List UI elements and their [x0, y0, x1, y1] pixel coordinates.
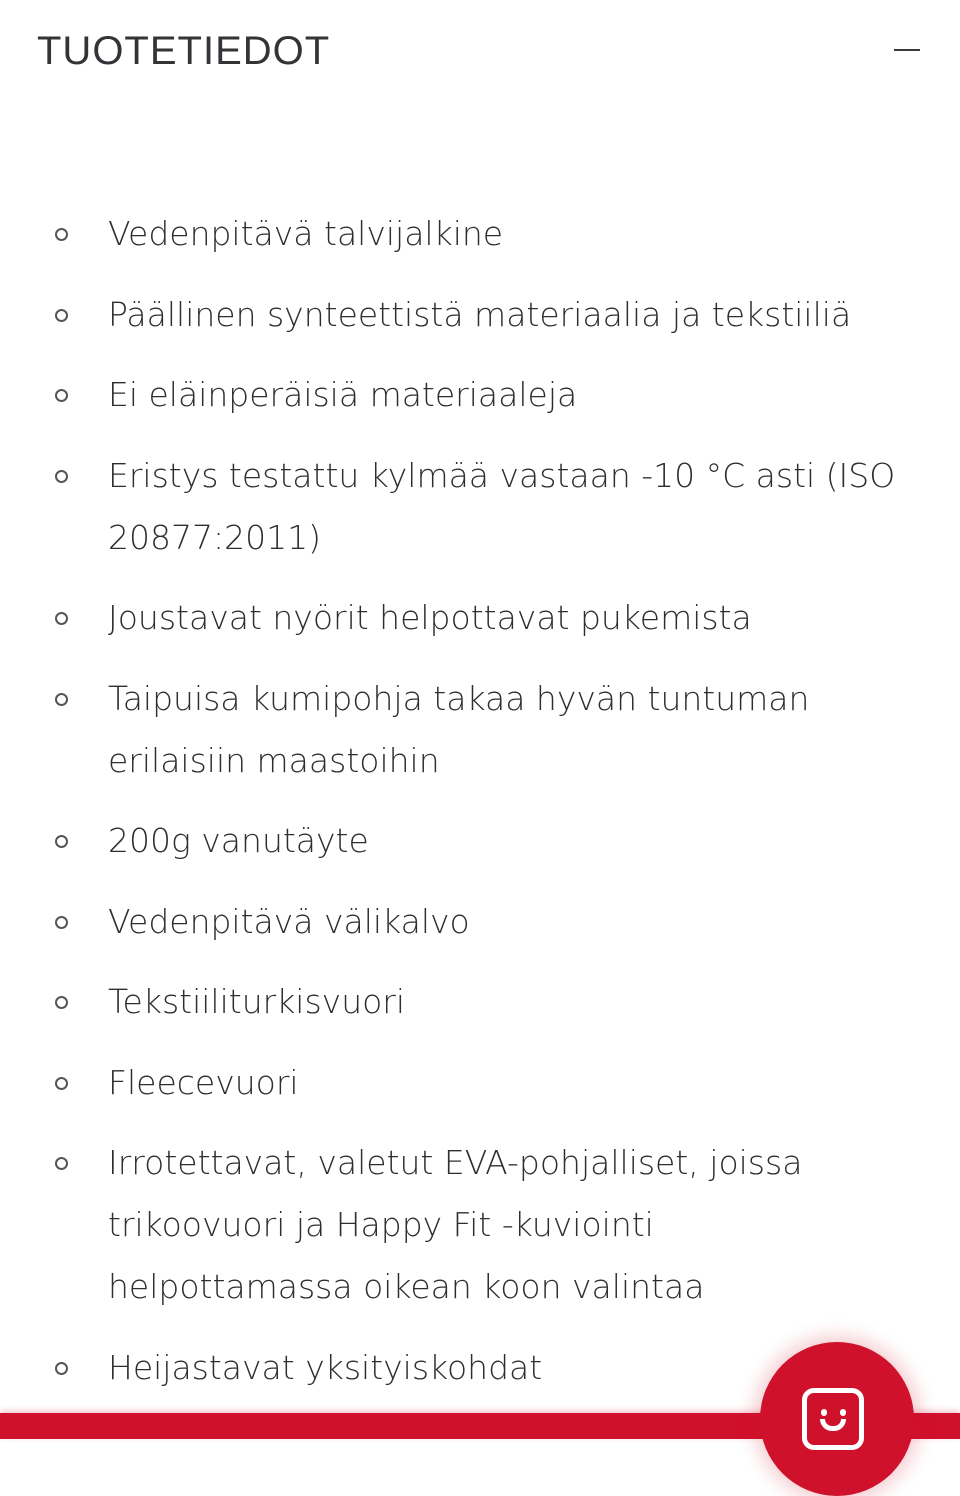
feature-item — [0, 668, 960, 792]
feature-item — [0, 587, 960, 649]
section-title: TUOTETIEDOT — [37, 29, 331, 73]
feature-item — [0, 891, 960, 953]
feature-text: Tekstiiliturkisvuori — [108, 982, 406, 1021]
feature-text: Vedenpitävä välikalvo — [108, 901, 470, 941]
feature-text: Vedenpitävä talvijalkine — [108, 214, 504, 253]
circle-bullet-icon — [55, 470, 68, 483]
feature-text: Heijastavat yksityiskohdat — [108, 1347, 543, 1387]
feature-text: Päällinen synteettistä materiaalia ja tekstiiliä — [108, 294, 852, 334]
feature-item — [0, 810, 960, 872]
circle-bullet-icon — [55, 309, 68, 322]
eye-right — [840, 1409, 846, 1416]
feature-item — [0, 445, 960, 569]
feature-item — [0, 1132, 960, 1318]
circle-bullet-icon — [55, 916, 68, 929]
circle-bullet-icon — [55, 1077, 68, 1090]
collapse-button[interactable] — [886, 30, 930, 70]
feature-text: Fleecevuori — [108, 1062, 299, 1102]
eye-left — [821, 1409, 827, 1416]
minus-icon — [894, 49, 920, 51]
feature-text: Ei eläinperäisiä materiaaleja — [108, 375, 578, 414]
feature-item — [0, 284, 960, 346]
circle-bullet-icon — [55, 835, 68, 848]
feature-item — [0, 1052, 960, 1114]
circle-bullet-icon — [55, 996, 68, 1009]
product-details-header[interactable] — [0, 0, 960, 110]
feature-text: Irrotettavat, valetut EVA-pohjalliset, joissa trikoovuori ja Happy Fit -kuviointi helpottamassa oikean koon valintaa — [108, 1143, 803, 1306]
chat-button[interactable] — [760, 1342, 914, 1496]
smiley-chat-icon — [802, 1388, 864, 1450]
feature-item — [0, 203, 960, 265]
product-features-list — [0, 203, 960, 1417]
feature-text: Joustavat nyörit helpottavat pukemista — [108, 598, 752, 637]
feature-text: Taipuisa kumipohja takaa hyvän tuntuman erilaisiin maastoihin — [108, 678, 810, 780]
circle-bullet-icon — [55, 389, 68, 402]
circle-bullet-icon — [55, 612, 68, 625]
circle-bullet-icon — [55, 1362, 68, 1375]
smile — [820, 1419, 846, 1431]
feature-item — [0, 364, 960, 426]
feature-text: Eristys testattu kylmää vastaan -10 °C asti (ISO 20877:2011) — [108, 455, 896, 557]
circle-bullet-icon — [55, 228, 68, 241]
feature-text: 200g vanutäyte — [108, 821, 369, 860]
circle-bullet-icon — [55, 693, 68, 706]
feature-item — [0, 971, 960, 1033]
circle-bullet-icon — [55, 1157, 68, 1170]
